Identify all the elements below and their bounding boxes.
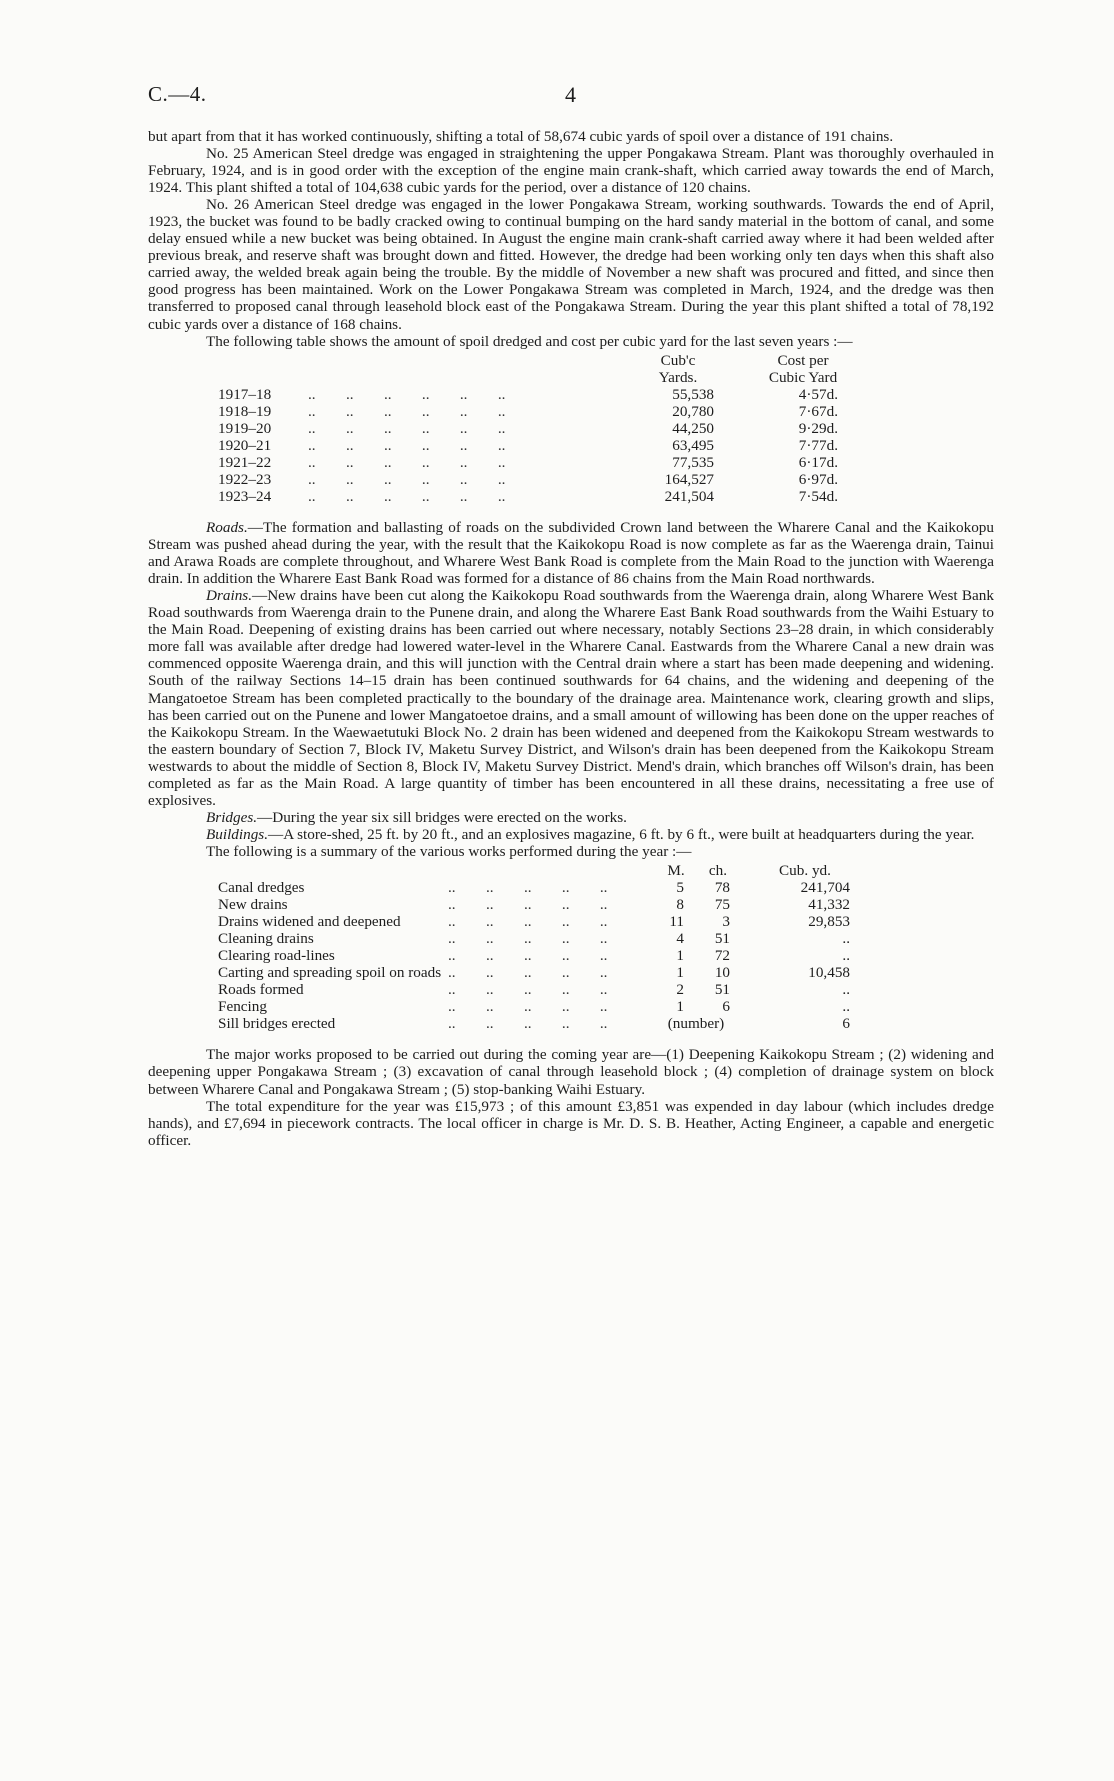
- leader-dots: .. .. .. .. .. ..: [308, 453, 506, 471]
- cubic-yards-cell: 6: [842, 1015, 850, 1033]
- table-row: [148, 437, 994, 454]
- table-row: [148, 913, 994, 930]
- cost-cell: 6·97d.: [798, 470, 838, 488]
- table-row: [148, 947, 994, 964]
- table-header-row: [148, 369, 994, 386]
- table-intro: The following is a summary of the various works performed during the year :—: [206, 842, 692, 860]
- table-header-row: [148, 862, 994, 879]
- cubic-yards-cell: 10,458: [808, 964, 850, 982]
- work-label-cell: Clearing road-lines: [218, 947, 335, 965]
- chains-cell: 75: [714, 896, 730, 914]
- year-cell: 1922–23: [218, 470, 272, 488]
- paragraph: No. 25 American Steel dredge was engaged in straightening the upper Pongakawa Stream. Plant was thoroughly overhauled in February, 1924, and is in good order with the exception of the engine main crank-shaft, which carried away towards the end of March, 1924. This plant shifted a total of 104,638 cubic yards for the period, over a distance of 120 chains.: [148, 145, 994, 197]
- drains-paragraph: [148, 587, 994, 809]
- table-row: [148, 930, 994, 947]
- work-label-cell: Roads formed: [218, 981, 304, 999]
- section-heading: Roads.: [206, 519, 248, 537]
- column-header: Cub'c: [660, 351, 696, 369]
- column-header: Cub. yd.: [779, 861, 831, 879]
- table-row: [148, 488, 994, 505]
- paragraph-text: —The formation and ballasting of roads on the subdivided Crown land between the Wharere Canal and the Kaikokopu Stream was pushed ahead during the year, with the result that the Kaikokopu Road is now complete as far as the Waerenga drain, Tainui and Arawa Roads are complete throughout, and Wharere West Bank Road is complete from the Main Road to the junction with Waerenga drain. In addition the Wharere East Bank Road was formed for a distance of 86 chains from the Main Road northwards.: [148, 519, 994, 588]
- cubic-yards-cell: ..: [842, 981, 850, 999]
- miles-cell: (number): [667, 1015, 725, 1033]
- column-header: Yards.: [658, 368, 698, 386]
- year-cell: 1917–18: [218, 385, 272, 403]
- table-row: [148, 896, 994, 913]
- chains-cell: 51: [714, 981, 730, 999]
- leader-dots: .. .. .. .. ..: [448, 964, 608, 982]
- cost-cell: 7·77d.: [798, 436, 838, 454]
- leader-dots: .. .. .. .. .. ..: [308, 436, 506, 454]
- section-heading: Drains.: [206, 587, 252, 605]
- document-body: [148, 128, 994, 1149]
- yards-cell: 164,527: [664, 470, 714, 488]
- leader-dots: .. .. .. .. ..: [448, 981, 608, 999]
- chains-cell: 10: [714, 964, 730, 982]
- paragraph: No. 26 American Steel dredge was engaged in the lower Pongakawa Stream, working southwards. Towards the end of April, 1923, the bucket was found to be badly cracked owing to continual bumping on the hard sandy material in the bottom of canal, and some delay ensued while a new bucket was being obtained. In August the engine main crank-shaft carried away where it had been welded after previous break, and reserve shaft was brought down and fitted. However, the dredge had been working only ten days when this shaft also carried away, the welded break again being the trouble. By the middle of November a new shaft was procured and fitted, and since then good progress has been maintained. Work on the Lower Pongakawa Stream was completed in March, 1924, and the dredge was then transferred to proposed canal through leasehold block east of the Pongakawa Stream. During the year this plant shifted a total of 78,192 cubic yards over a distance of 168 chains.: [148, 196, 994, 333]
- table-row: [148, 964, 994, 981]
- section-heading: Buildings.: [206, 825, 269, 843]
- cubic-yards-cell: ..: [842, 998, 850, 1016]
- yards-cell: 20,780: [672, 402, 714, 420]
- work-label-cell: Cleaning drains: [218, 930, 314, 948]
- yards-cell: 241,504: [664, 487, 714, 505]
- column-header: ch.: [708, 861, 728, 879]
- work-label-cell: Sill bridges erected: [218, 1015, 336, 1033]
- work-label-cell: Canal dredges: [218, 879, 305, 897]
- table-row: [148, 454, 994, 471]
- section-heading: Bridges.: [206, 808, 258, 826]
- leader-dots: .. .. .. .. ..: [448, 998, 608, 1016]
- table-row: [148, 420, 994, 437]
- leader-dots: .. .. .. .. ..: [448, 879, 608, 897]
- document-code: C.—4.: [148, 82, 207, 106]
- cubic-yards-cell: ..: [842, 947, 850, 965]
- cost-cell: 7·67d.: [798, 402, 838, 420]
- cubic-yards-cell: ..: [842, 930, 850, 948]
- paragraph: but apart from that it has worked continuously, shifting a total of 58,674 cubic yards of spoil over a distance of 191 chains.: [148, 128, 894, 145]
- table-row: [148, 1015, 994, 1032]
- yards-cell: 55,538: [672, 385, 714, 403]
- yards-cell: 77,535: [672, 453, 714, 471]
- miles-cell: 1: [676, 947, 684, 965]
- cubic-yards-cell: 241,704: [800, 879, 850, 897]
- leader-dots: .. .. .. .. .. ..: [308, 487, 506, 505]
- leader-dots: .. .. .. .. ..: [448, 896, 608, 914]
- leader-dots: .. .. .. .. .. ..: [308, 402, 506, 420]
- miles-cell: 5: [676, 879, 684, 897]
- paragraph: The major works proposed to be carried out during the coming year are—(1) Deepening Kaikokopu Stream ; (2) widening and deepening upper Pongakawa Stream ; (3) excavation of canal through leasehold block ; (4) completion of drainage system on block between Wharere Canal and Pongakawa Stream ; (5) stop-banking Waihi Estuary.: [148, 1046, 994, 1098]
- miles-cell: 11: [669, 913, 684, 931]
- cost-cell: 4·57d.: [798, 385, 838, 403]
- table-row: [148, 403, 994, 420]
- chains-cell: 3: [722, 913, 730, 931]
- year-cell: 1921–22: [218, 453, 272, 471]
- cubic-yards-cell: 41,332: [808, 896, 850, 914]
- column-header: M.: [667, 861, 685, 879]
- table-header-row: [148, 352, 994, 369]
- leader-dots: .. .. .. .. .. ..: [308, 385, 506, 403]
- table-row: [148, 998, 994, 1015]
- miles-cell: 4: [676, 930, 684, 948]
- chains-cell: 72: [714, 947, 730, 965]
- column-header: Cubic Yard: [768, 368, 838, 386]
- chains-cell: 51: [714, 930, 730, 948]
- yards-cell: 63,495: [672, 436, 714, 454]
- leader-dots: .. .. .. .. ..: [448, 913, 608, 931]
- leader-dots: .. .. .. .. .. ..: [308, 470, 506, 488]
- miles-cell: 1: [676, 998, 684, 1016]
- cost-cell: 6·17d.: [798, 453, 838, 471]
- work-label-cell: New drains: [218, 896, 288, 914]
- dredging-cost-table: [148, 352, 994, 505]
- leader-dots: .. .. .. .. ..: [448, 930, 608, 948]
- paragraph: The total expenditure for the year was £15,973 ; of this amount £3,851 was expended in day labour (which includes dredge hands), and £7,694 in piecework contracts. The local officer in charge is Mr. D. S. B. Heather, Acting Engineer, a capable and energetic officer.: [148, 1097, 994, 1149]
- paragraph-text: —New drains have been cut along the Kaikokopu Road southwards from the Waerenga drain, along Wharere West Bank Road southwards from Waerenga drain to the Punene drain, and along the Wharere East Bank Road southwards from the Waihi Estuary to the Main Road. Deepening of existing drains has been carried out where necessary, notably Sections 23–28 drain, in which considerably more fall was available after dredge had lowered water-level in the Wharere Canal. Eastwards from the Wharere Canal a new drain was commenced opposite Waerenga drain, and this will junction with the Central drain where a start has been made deepening and widening. South of the railway Sections 14–15 drain has been continued southwards for 64 chains, and the widening and deepening of the Mangatoetoe Stream has been completed practically to the boundary of the drainage area. Maintenance work, clearing growth and slips, has been carried out on the Punene and lower Mangatoetoe drains, and a small amount of willowing has been done on the upper reaches of the Kaikokopu Stream. In the Waewaetutuki Block No. 2 drain has been widened and deepened from the Kaikokopu Stream westwards to the eastern boundary of Section 7, Block IV, Maketu Survey District, and Wilson's drain has been deepened from the Kaikokopu Stream westwards to about the middle of Section 8, Block IV, Maketu Survey District. Mend's drain, which branches off Wilson's drain, has been completed as far as the Main Road. A large quantity of timber has been encountered in all these drains, necessitating a free use of explosives.: [148, 587, 994, 809]
- table-row: [148, 981, 994, 998]
- roads-paragraph: [148, 519, 994, 587]
- cubic-yards-cell: 29,853: [808, 913, 850, 931]
- year-cell: 1920–21: [218, 436, 272, 454]
- miles-cell: 8: [676, 896, 684, 914]
- table-row: [148, 879, 994, 896]
- table-row: [148, 386, 994, 403]
- works-summary-table: [148, 862, 994, 1032]
- chains-cell: 78: [714, 879, 730, 897]
- buildings-paragraph: [148, 826, 994, 843]
- leader-dots: .. .. .. .. ..: [448, 947, 608, 965]
- yards-cell: 44,250: [672, 419, 714, 437]
- year-cell: 1919–20: [218, 419, 272, 437]
- cost-cell: 7·54d.: [798, 487, 838, 505]
- column-header: Cost per: [777, 351, 829, 369]
- chains-cell: 6: [722, 998, 730, 1016]
- year-cell: 1918–19: [218, 402, 272, 420]
- work-label-cell: Carting and spreading spoil on roads: [218, 964, 442, 982]
- year-cell: 1923–24: [218, 487, 272, 505]
- cost-cell: 9·29d.: [798, 419, 838, 437]
- work-label-cell: Drains widened and deepened: [218, 913, 401, 931]
- paragraph-text: —A store-shed, 25 ft. by 20 ft., and an explosives magazine, 6 ft. by 6 ft., were built at headquarters during the year.: [268, 825, 975, 843]
- table-row: [148, 471, 994, 488]
- bridges-paragraph: [148, 809, 994, 826]
- table-intro: The following table shows the amount of spoil dredged and cost per cubic yard for the last seven years :—: [206, 332, 853, 350]
- paragraph-text: —During the year six sill bridges were erected on the works.: [257, 808, 627, 826]
- work-label-cell: Fencing: [218, 998, 267, 1016]
- page-number: 4: [565, 82, 576, 107]
- leader-dots: .. .. .. .. ..: [448, 1015, 608, 1033]
- leader-dots: .. .. .. .. .. ..: [308, 419, 506, 437]
- miles-cell: 2: [676, 981, 684, 999]
- miles-cell: 1: [676, 964, 684, 982]
